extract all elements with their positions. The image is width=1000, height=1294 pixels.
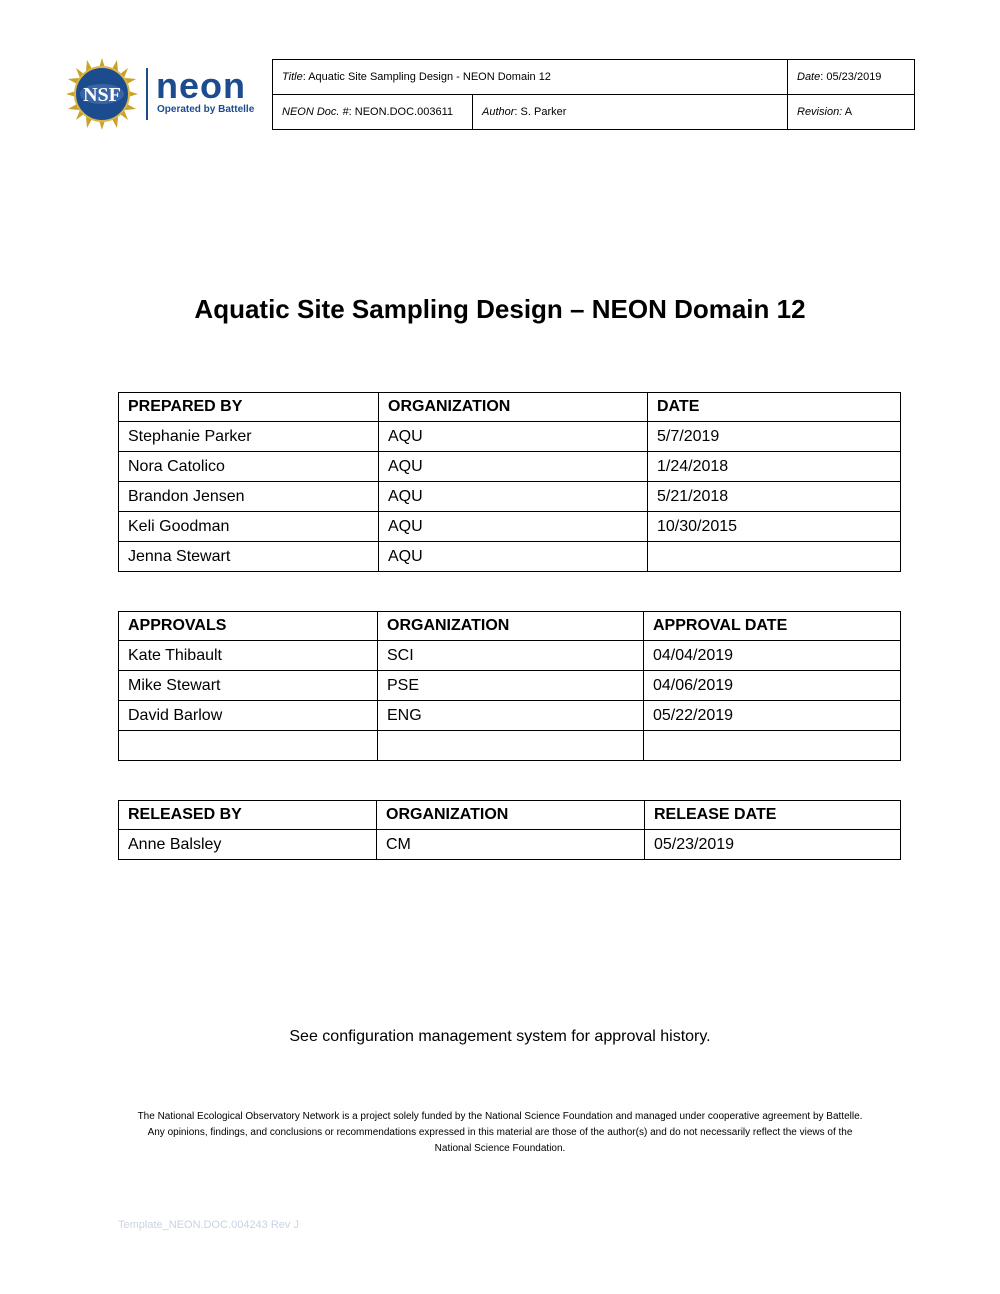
disclaimer-line: The National Ecological Observatory Network is a project solely funded by the National Science Foundation and managed under cooperative agreement by Battelle. xyxy=(137,1111,863,1122)
column-header: ORGANIZATION xyxy=(377,801,645,830)
column-header: ORGANIZATION xyxy=(378,612,644,641)
name-cell: Kate Thibault xyxy=(119,641,378,671)
table-row xyxy=(119,542,901,572)
table-row xyxy=(119,671,901,701)
date-cell: 05/23/2019 xyxy=(645,830,901,860)
svg-text:NSF: NSF xyxy=(83,84,121,106)
table-row xyxy=(119,452,901,482)
name-cell: Jenna Stewart xyxy=(119,542,379,572)
name-cell: Nora Catolico xyxy=(119,452,379,482)
table-row xyxy=(119,512,901,542)
org-cell: ENG xyxy=(378,701,644,731)
column-header: APPROVALS xyxy=(119,612,378,641)
org-cell: AQU xyxy=(379,422,648,452)
org-cell: AQU xyxy=(379,482,648,512)
column-header: RELEASE DATE xyxy=(645,801,901,830)
approval-history-note: See configuration management system for approval history. xyxy=(289,1028,711,1045)
name-cell: Mike Stewart xyxy=(119,671,378,701)
org-cell: AQU xyxy=(379,452,648,482)
header-title-cell: Title: Aquatic Site Sampling Design - NEON Domain 12 xyxy=(273,60,788,95)
document-title: Aquatic Site Sampling Design – NEON Domain 12 xyxy=(194,294,806,324)
header-date-cell: Date: 05/23/2019 xyxy=(788,60,915,95)
neon-logo xyxy=(66,58,260,130)
date-cell: 1/24/2018 xyxy=(648,452,901,482)
header-author-cell: Author: S. Parker xyxy=(473,95,788,130)
date-cell xyxy=(644,731,901,761)
name-cell: David Barlow xyxy=(119,701,378,731)
header-revision-cell: Revision: A xyxy=(788,95,915,130)
name-cell: Anne Balsley xyxy=(119,830,377,860)
org-cell: PSE xyxy=(378,671,644,701)
date-cell: 04/04/2019 xyxy=(644,641,901,671)
prepared-by-table xyxy=(118,392,901,572)
column-header: RELEASED BY xyxy=(119,801,377,830)
org-cell: AQU xyxy=(379,512,648,542)
disclaimer-line: Any opinions, findings, and conclusions or recommendations expressed in this material are those of the author(s) and do not necessarily reflect the views of the xyxy=(147,1127,853,1138)
column-header: PREPARED BY xyxy=(119,393,379,422)
header-doc-cell: NEON Doc. #: NEON.DOC.003611 xyxy=(273,95,473,130)
logo-divider xyxy=(146,68,148,120)
org-cell: AQU xyxy=(379,542,648,572)
disclaimer-line: National Science Foundation. xyxy=(434,1143,566,1154)
date-cell xyxy=(648,542,901,572)
org-cell xyxy=(378,731,644,761)
org-cell: CM xyxy=(377,830,645,860)
logo-tagline: Operated by Battelle xyxy=(157,104,255,115)
date-cell: 04/06/2019 xyxy=(644,671,901,701)
table-row xyxy=(119,641,901,671)
table-row xyxy=(119,830,901,860)
column-header: APPROVAL DATE xyxy=(644,612,901,641)
date-cell: 5/21/2018 xyxy=(648,482,901,512)
table-row xyxy=(119,701,901,731)
table-row xyxy=(119,422,901,452)
table-header-row xyxy=(119,393,901,422)
date-cell: 5/7/2019 xyxy=(648,422,901,452)
column-header: DATE xyxy=(648,393,901,422)
table-row xyxy=(119,482,901,512)
table-header-row xyxy=(119,801,901,830)
table-row xyxy=(119,731,901,761)
org-cell: SCI xyxy=(378,641,644,671)
table-header-row xyxy=(119,612,901,641)
approvals-table xyxy=(118,611,901,761)
disclaimer xyxy=(105,1109,895,1157)
name-cell: Keli Goodman xyxy=(119,512,379,542)
date-cell: 05/22/2019 xyxy=(644,701,901,731)
column-header: ORGANIZATION xyxy=(379,393,648,422)
neon-wordmark: neon xyxy=(156,65,246,106)
header-table xyxy=(272,59,915,130)
name-cell xyxy=(119,731,378,761)
template-id: Template_NEON.DOC.004243 Rev J xyxy=(118,1219,299,1231)
name-cell: Brandon Jensen xyxy=(119,482,379,512)
name-cell: Stephanie Parker xyxy=(119,422,379,452)
released-by-table xyxy=(118,800,901,860)
nsf-seal-icon xyxy=(66,58,138,130)
date-cell: 10/30/2015 xyxy=(648,512,901,542)
